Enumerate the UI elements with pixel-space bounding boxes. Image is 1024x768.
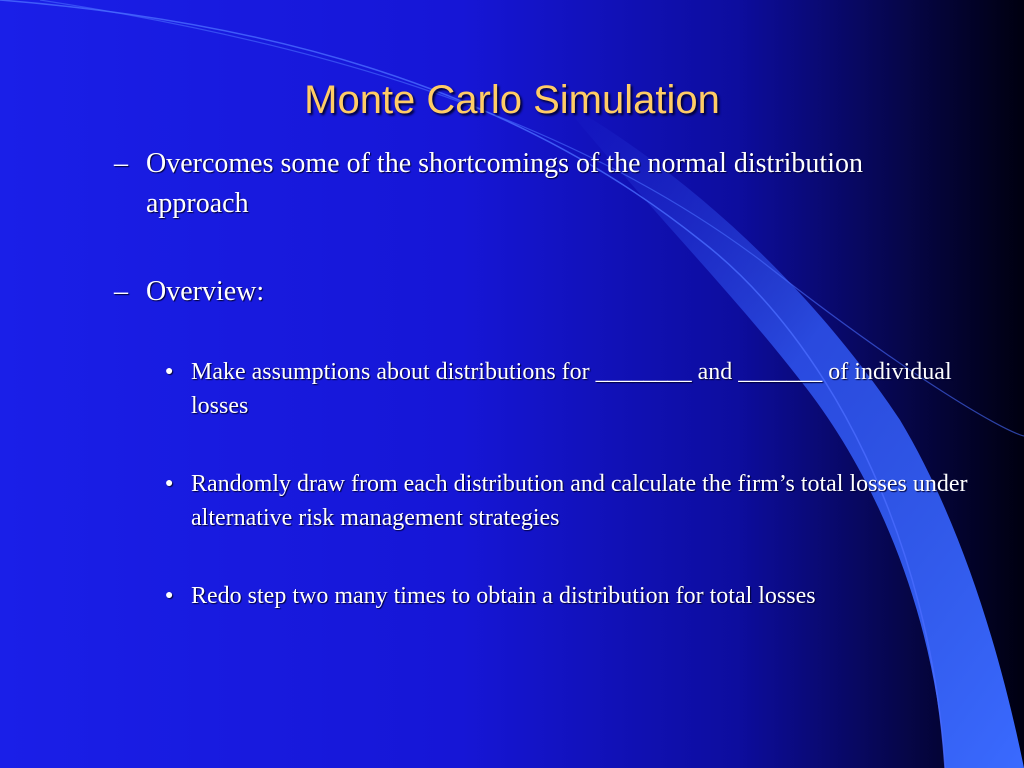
bullet-item: [114, 272, 876, 312]
dot-bullet-marker: ●: [165, 476, 174, 491]
bullet-item: [114, 144, 876, 224]
dash-bullet-marker: –: [114, 276, 128, 307]
sub-bullet-item: [165, 467, 991, 535]
bullet-text: Overcomes some of the shortcomings of the normal distribution approach: [146, 148, 863, 219]
sub-bullet-item: [165, 355, 991, 423]
sub-bullet-text: Randomly draw from each distribution and calculate the firm’s total losses under alternative risk management strategies: [191, 471, 968, 531]
slide-title: Monte Carlo Simulation: [304, 78, 720, 122]
sub-bullet-text: Redo step two many times to obtain a distribution for total losses: [191, 583, 816, 609]
dot-bullet-marker: ●: [165, 588, 174, 603]
sub-bullet-text: Make assumptions about distributions for ________ and _______ of individual losses: [191, 359, 952, 419]
dot-bullet-marker: ●: [165, 364, 174, 379]
sub-bullet-item: [165, 579, 991, 613]
bullet-text: Overview:: [146, 276, 265, 307]
dash-bullet-marker: –: [114, 148, 128, 179]
